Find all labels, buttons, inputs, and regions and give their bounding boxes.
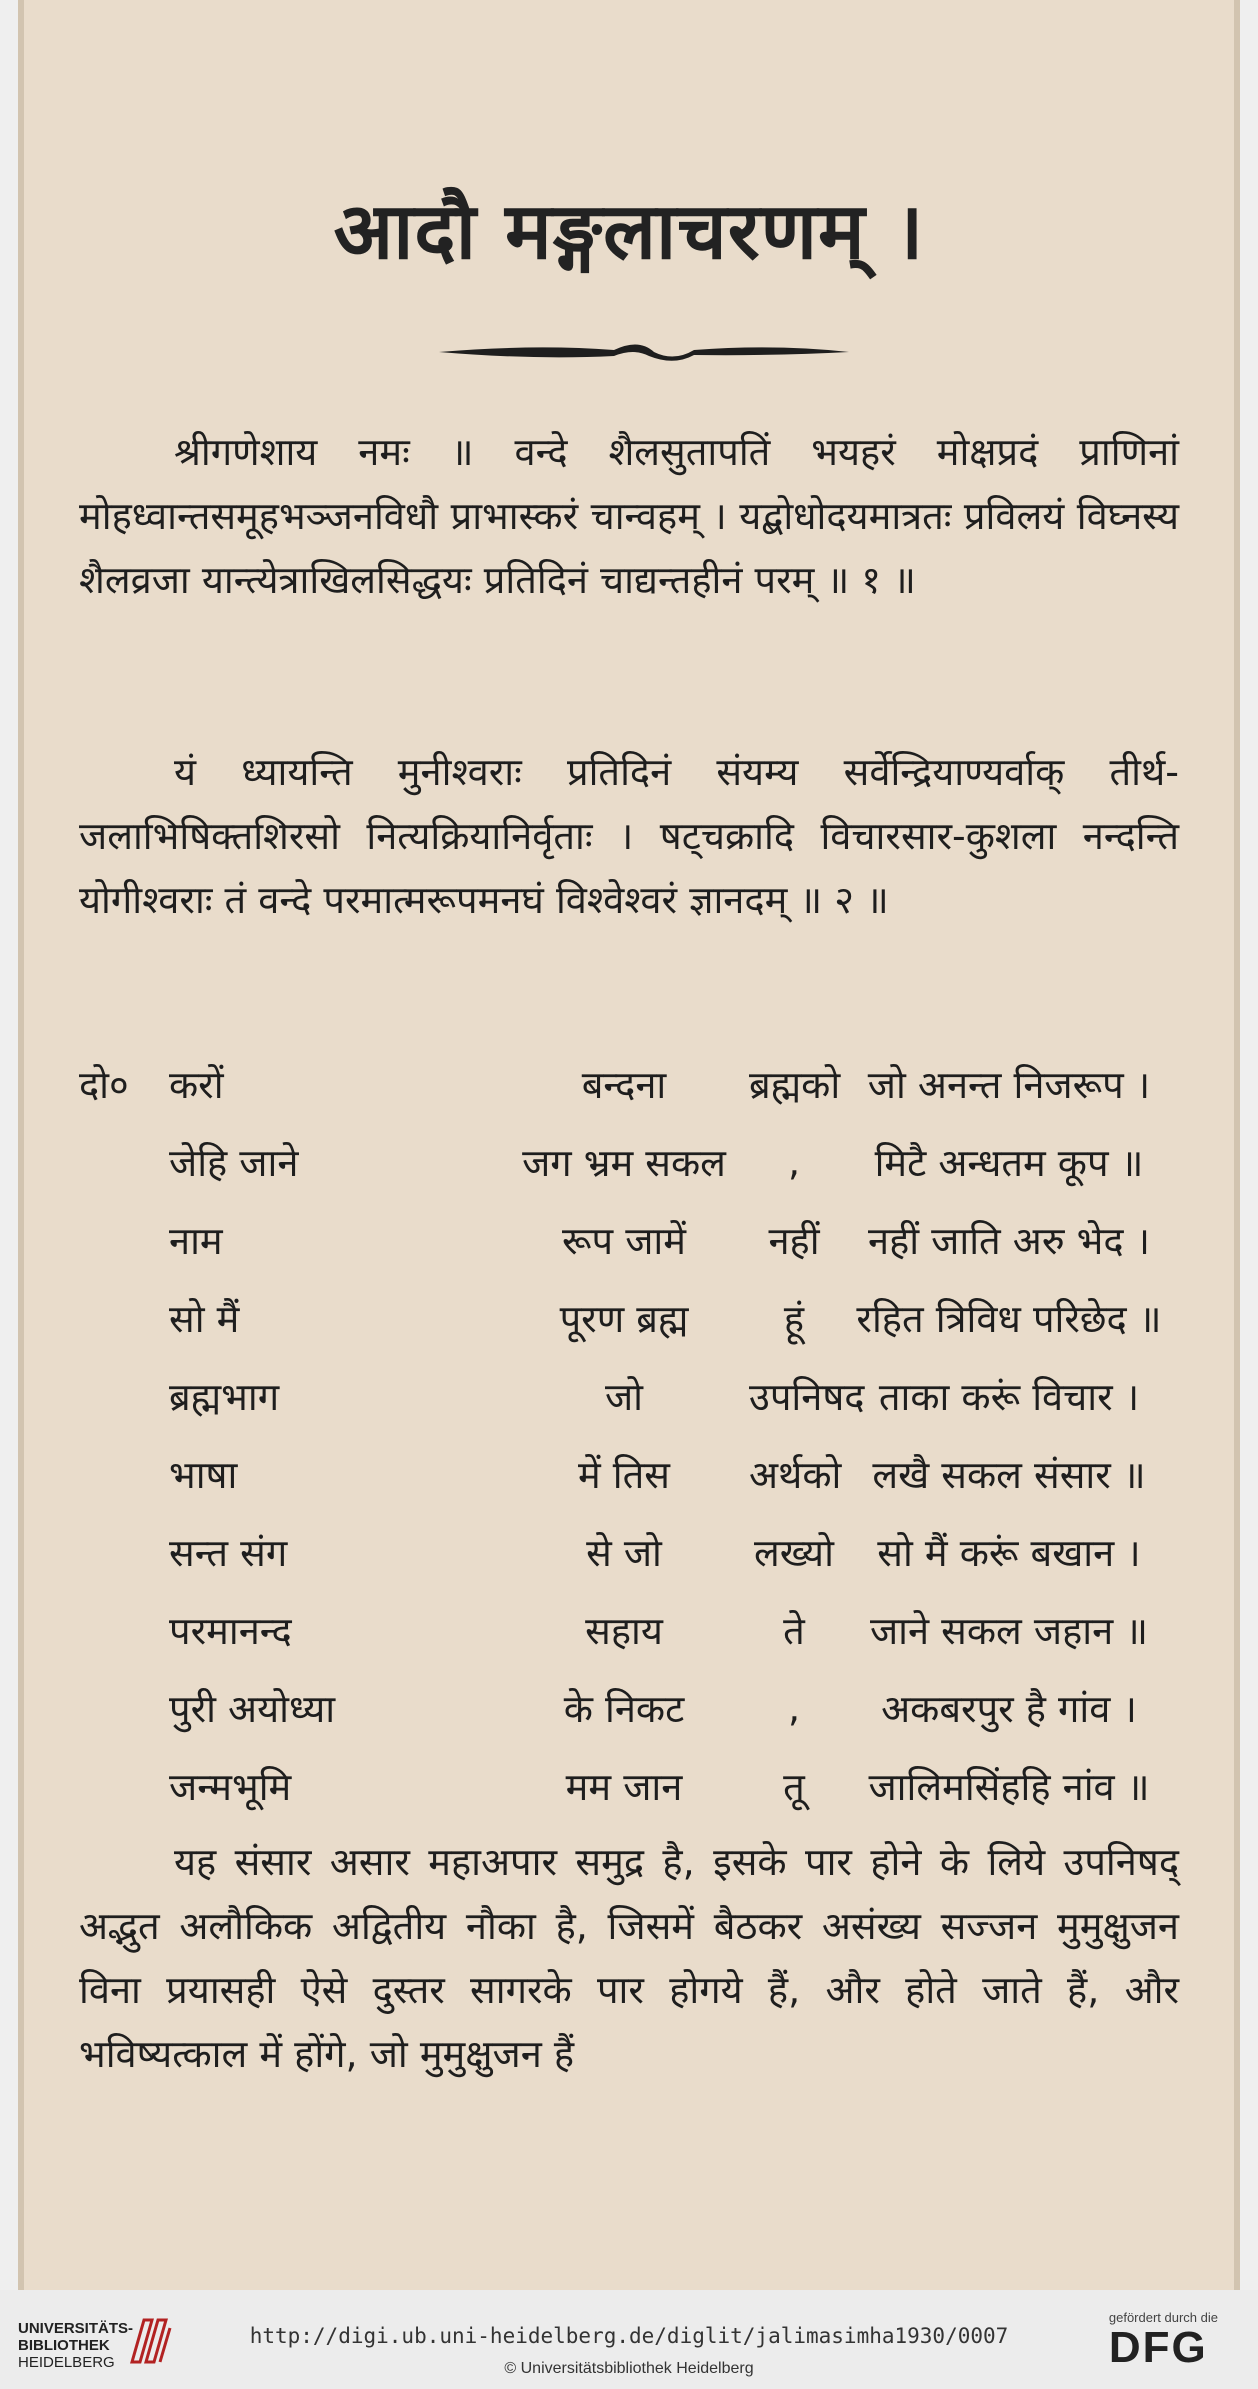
doha-line: सन्त संग से जो लख्यो सो मैं करूं बखान ।: [169, 1531, 1141, 1575]
doha-line: सो मैं पूरण ब्रह्म हूं रहित त्रिविध परिछेद ॥: [169, 1297, 1162, 1341]
title-ornament: [434, 330, 854, 370]
doha-line: नाम रूप जामें नहीं नहीं जाति अरु भेद ।: [169, 1219, 1151, 1263]
doha-line: जेहि जाने जग भ्रम सकल , मिटै अन्धतम कूप ॥: [169, 1140, 1144, 1185]
dfg-logo: gefördert durch die DFG: [1108, 2310, 1218, 2372]
prose-paragraph: यह संसार असार महाअपार समुद्र है, इसके पार होने के लिये उपनिषद् अद्भुत अलौकिक अद्वितीय नौका है, जिसमें बैठकर असंख्य सज्जन मुमुक्षुजन विना प्रयासही ऐसे दुस्तर सागरके पार होगये हैं, और होते जाते हैं, और भविष्यत्काल में होंगे, जो मुमुक्षुजन हैं: [79, 1840, 1179, 2076]
book-page: [18, 0, 1240, 2290]
invocation-verse-2: यं ध्यायन्ति मुनीश्वराः प्रतिदिनं संयम्य सर्वेन्द्रियाण्यर्वाक् तीर्थ-जलाभिषिक्तशिरसो नित्यक्रियानिर्वृताः । षट्चक्रादि विचारसार-कुशला नन्दन्ति योगीश्वराः तं वन्दे परमात्मरूपमनघं विश्वेश्वरं ज्ञानदम् ॥ २ ॥: [79, 750, 1179, 922]
invocation-verse-1: श्रीगणेशाय नमः ॥ वन्दे शैलसुतापतिं भयहरं मोक्षप्रदं प्राणिनां मोहध्वान्तसमूहभञ्जनविधौ प्राभास्करं चान्वहम् । यद्बोधोदयमात्रतः प्रविलयं विघ्नस्य शैलव्रजा यान्त्येत्राखिलसिद्धयः प्रतिदिनं चाद्यन्तहीनं परम् ॥ १ ॥: [79, 430, 1179, 602]
copyright-notice: © Universitätsbibliothek Heidelberg: [504, 2360, 754, 2377]
doha-line: पुरी अयोध्या के निकट , अकबरपुर है गांव ।: [169, 1686, 1137, 1731]
doha-line: ब्रह्मभाग जो उपनिषद ताका करूं विचार ।: [169, 1375, 1140, 1419]
doha-line: परमानन्द सहाय ते जाने सकल जहान ॥: [169, 1609, 1149, 1653]
doha-line: भाषा में तिस अर्थको लखै सकल संसार ॥: [169, 1453, 1146, 1497]
doha-block: [79, 1045, 1199, 1825]
digitization-footer: [0, 2290, 1258, 2389]
university-library-logo: UNIVERSITÄTS- BIBLIOTHEK HEIDELBERG: [18, 2320, 134, 2371]
page-title: आदौ मङ्गलाचरणम् ।: [333, 187, 925, 277]
doha-line: जन्मभूमि मम जान तू जालिमसिंहहि नांव ॥: [169, 1765, 1150, 1809]
doha-line: दो० करों बन्दना ब्रह्मको जो अनन्त निजरूप ।: [79, 1063, 1151, 1107]
source-url-link[interactable]: http://digi.ub.uni-heidelberg.de/diglit/jalimasimha1930/0007: [249, 2324, 1009, 2348]
